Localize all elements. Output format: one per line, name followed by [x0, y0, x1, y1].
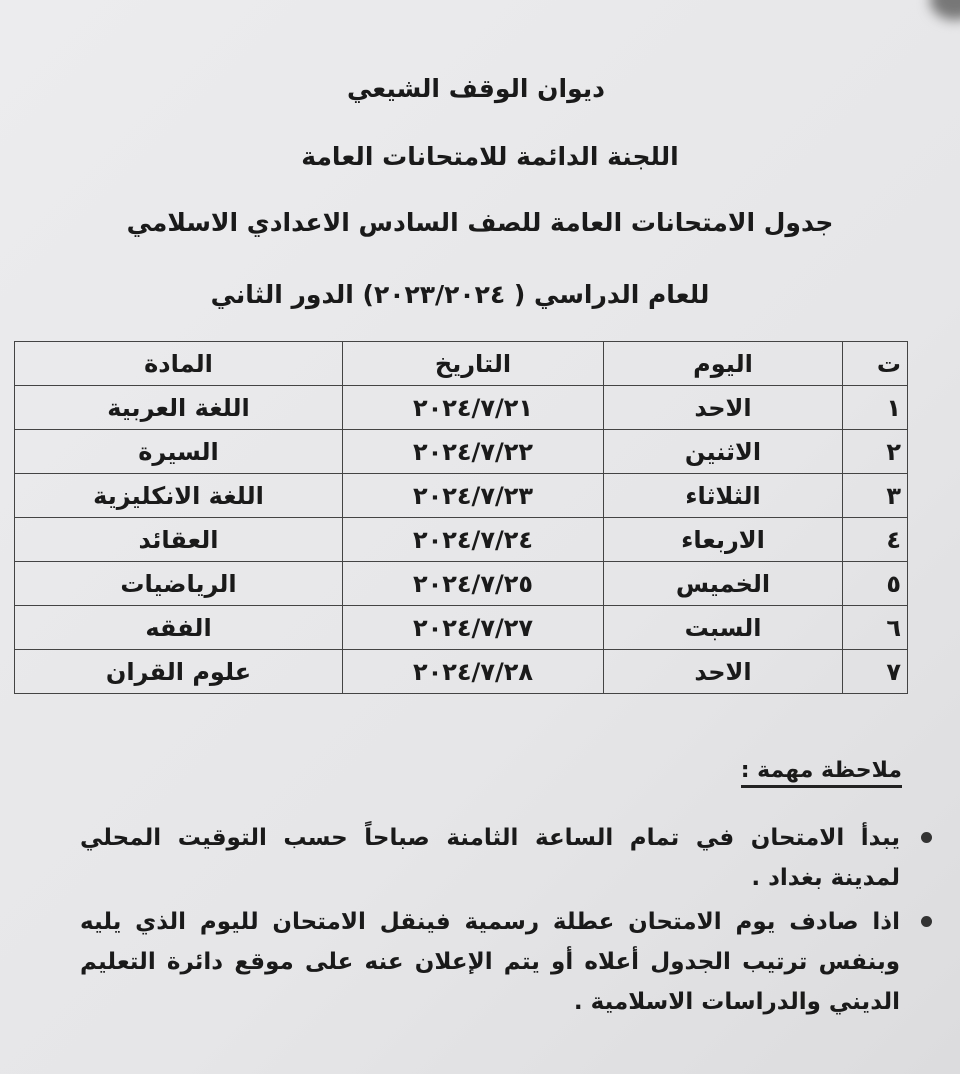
cell-day: الاحد	[604, 386, 843, 430]
note-text: يبدأ الامتحان في تمام الساعة الثامنة صباحاً حسب التوقيت المحلي لمدينة بغداد .	[80, 825, 900, 891]
cell-date: ٢٠٢٤/٧/٢٤	[343, 518, 604, 562]
table-row	[15, 650, 908, 694]
cell-subject: علوم القران	[15, 650, 343, 694]
header-title: جدول الامتحانات العامة للصف السادس الاعدادي الاسلامي	[126, 208, 834, 237]
exam-schedule-table	[14, 341, 908, 694]
cell-date: ٢٠٢٤/٧/٢٧	[343, 606, 604, 650]
header-subject: المادة	[15, 342, 343, 386]
table-row	[15, 474, 908, 518]
cell-subject: اللغة العربية	[15, 386, 343, 430]
cell-day: الثلاثاء	[604, 474, 843, 518]
cell-num: ٢	[843, 430, 908, 474]
bullet-icon	[921, 832, 932, 843]
cell-date: ٢٠٢٤/٧/٢٥	[343, 562, 604, 606]
cell-day: الاثنين	[604, 430, 843, 474]
header-committee: اللجنة الدائمة للامتحانات العامة	[301, 142, 679, 171]
cell-date: ٢٠٢٤/٧/٢١	[343, 386, 604, 430]
note-item	[80, 818, 900, 898]
header-day: اليوم	[604, 342, 843, 386]
table-row	[15, 430, 908, 474]
cell-date: ٢٠٢٤/٧/٢٨	[343, 650, 604, 694]
table-row	[15, 518, 908, 562]
cell-num: ٤	[843, 518, 908, 562]
cell-subject: العقائد	[15, 518, 343, 562]
cell-num: ٣	[843, 474, 908, 518]
cell-day: السبت	[604, 606, 843, 650]
table-row	[15, 606, 908, 650]
bullet-icon	[921, 916, 932, 927]
cell-subject: اللغة الانكليزية	[15, 474, 343, 518]
header-num: ت	[843, 342, 908, 386]
cell-subject: السيرة	[15, 430, 343, 474]
notes-title: ملاحظة مهمة :	[741, 758, 902, 788]
cell-num: ١	[843, 386, 908, 430]
cell-num: ٥	[843, 562, 908, 606]
header-date: التاريخ	[343, 342, 604, 386]
cell-subject: الفقه	[15, 606, 343, 650]
cell-num: ٧	[843, 650, 908, 694]
page-corner-shadow	[930, 0, 960, 20]
note-item	[80, 902, 900, 1022]
header-year: للعام الدراسي ( ٢٠٢٣/٢٠٢٤) الدور الثاني	[210, 280, 710, 309]
note-text: اذا صادف يوم الامتحان عطلة رسمية فينقل الامتحان لليوم الذي يليه وبنفس ترتيب الجدول أعلاه أو يتم الإعلان عنه على موقع دائرة التعليم الديني والدراسات الاسلامية .	[80, 909, 900, 1015]
cell-num: ٦	[843, 606, 908, 650]
cell-day: الاحد	[604, 650, 843, 694]
cell-date: ٢٠٢٤/٧/٢٢	[343, 430, 604, 474]
table-row	[15, 562, 908, 606]
header-institution: ديوان الوقف الشيعي	[347, 74, 605, 103]
cell-day: الخميس	[604, 562, 843, 606]
table-row	[15, 386, 908, 430]
table-header-row	[15, 342, 908, 386]
cell-subject: الرياضيات	[15, 562, 343, 606]
cell-date: ٢٠٢٤/٧/٢٣	[343, 474, 604, 518]
cell-day: الاربعاء	[604, 518, 843, 562]
